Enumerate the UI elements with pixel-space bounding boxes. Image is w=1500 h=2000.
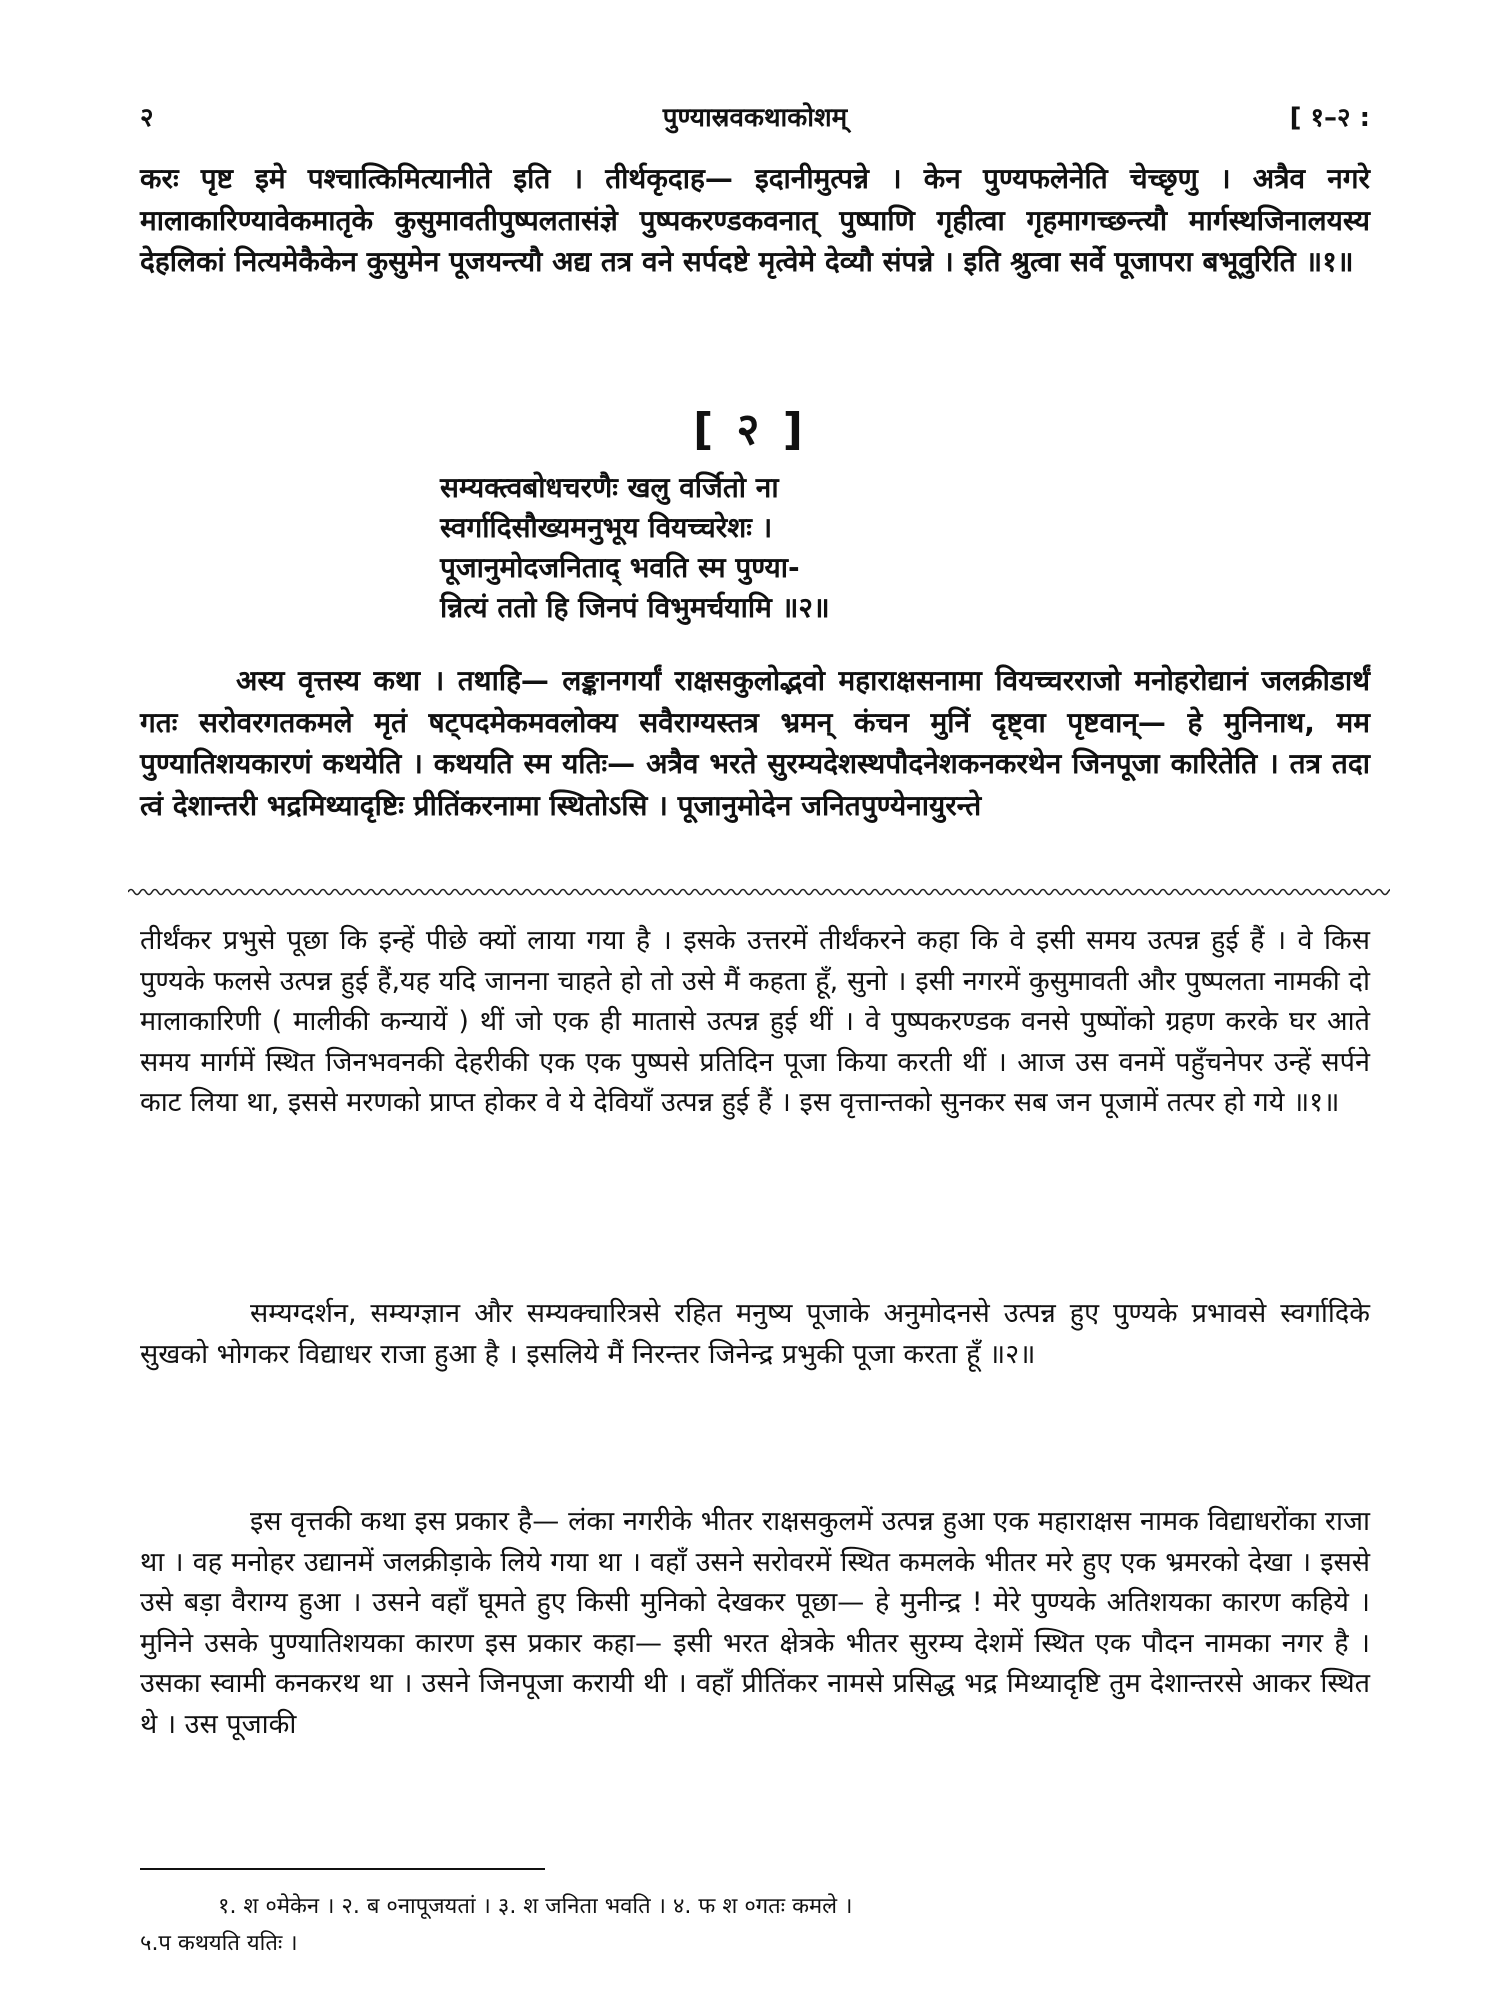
hindi-translation-2: [140, 1294, 1370, 1375]
verse-line: न्नित्यं ततो हि जिनपं विभुमर्चयामि ॥२॥: [440, 591, 830, 624]
footnote-line: ५.प कथयति यतिः ।: [140, 1931, 298, 1956]
verse-number-heading: [ २ ]: [693, 404, 807, 455]
footnote-line: १. श ०मेकेन । २. ब ०नापूजयतां । ३. श जनिता भवति । ४. फ श ०गतः कमले ।: [218, 1894, 853, 1919]
book-title: पुण्यास्रवकथाकोशम्: [662, 103, 848, 133]
sanskrit-verse: [440, 468, 1360, 628]
hindi-paragraph: तीर्थंकर प्रभुसे पूछा कि इन्हें पीछे क्यों लाया गया है । इसके उत्तरमें तीर्थंकरने कहा कि वे इसी समय उत्पन्न हुई हैं । वे किस पुण्यके फलसे उत्पन्न हुई हैं,यह यदि जानना चाहते हो तो उसे मैं कहता हूँ, सुनो । इसी नगरमें कुसुमावती और पुष्पलता नामकी दो मालाकारिणी ( मालीकी कन्यायें ) थीं जो एक ही मातासे उत्पन्न हुई थीं । वे पुष्पकरण्डक वनसे पुष्पोंको ग्रहण करके घर आते समय मार्गमें स्थित जिनभवनकी देहरीकी एक एक पुष्पसे प्रतिदिन पूजा किया करती थीं । आज उस वनमें पहुँचनेपर उन्हें सर्पने काट लिया था, इससे मरणको प्राप्त होकर वे ये देवियाँ उत्पन्न हुई हैं । इस वृत्तान्तको सुनकर सब जन पूजामें तत्पर हो गये ॥१॥: [140, 925, 1370, 1118]
hindi-paragraph: इस वृत्तकी कथा इस प्रकार है— लंका नगरीके भीतर राक्षसकुलमें उत्पन्न हुआ एक महाराक्षस नामक विद्याधरोंका राजा था । वह मनोहर उद्यानमें जलक्रीड़ाके लिये गया था । वहाँ उसने सरोवरमें स्थित कमलके भीतर मरे हुए एक भ्रमरको देखा । इससे उसे बड़ा वैराग्य हुआ । उसने वहाँ घूमते हुए किसी मुनिको देखकर पूछा— हे मुनीन्द्र ! मेरे पुण्यके अतिशयका कारण कहिये । मुनिने उसके पुण्यातिशयका कारण इस प्रकार कहा— इसी भरत क्षेत्रके भीतर सुरम्य देशमें स्थित एक पौदन नामका नगर है । उसका स्वामी कनकरथ था । उसने जिनपूजा करायी थी । वहाँ प्रीतिंकर नामसे प्रसिद्ध भद्र मिथ्यादृष्टि तुम देशान्तरसे आकर स्थित थे । उस पूजाकी: [140, 1506, 1370, 1740]
page-number: २: [140, 103, 154, 133]
section-range: [ १–२ :: [1289, 103, 1370, 133]
footnote-rule: [140, 1868, 545, 1870]
verse-line: सम्यक्त्वबोधचरणैः खलु वर्जितो ना: [440, 471, 779, 504]
verse-line: स्वर्गादिसौख्यमनुभूय वियच्चरेशः ।: [440, 511, 773, 544]
hindi-translation-3: [140, 1502, 1370, 1745]
footnotes: [140, 1888, 1370, 1962]
sanskrit-story: [140, 660, 1370, 826]
sanskrit-paragraph: करः पृष्ट इमे पश्चात्किमित्यानीते इति । तीर्थकृदाह— इदानीमुत्पन्ने । केन पुण्यफलेनेति चेच्छृणु । अत्रैव नगरे मालाकारिण्यावेकमातृके कुसुमावतीपुष्पलतासंज्ञे पुष्पकरण्डकवनात् पुष्पाणि गृहीत्वा गृहमागच्छन्त्यौ मार्गस्थजिनालयस्य देहलिकां नित्यमेकैकेन कुसुमेन पूजयन्त्यौ अद्य तत्र वने सर्पदष्टे मृत्वेमे देव्यौ संपन्ने । इति श्रुत्वा सर्वे पूजापरा बभूवुरिति ॥१॥: [140, 162, 1370, 278]
hindi-paragraph: सम्यग्दर्शन, सम्यग्ज्ञान और सम्यक्चारित्रसे रहित मनुष्य पूजाके अनुमोदनसे उत्पन्न हुए पुण्यके प्रभावसे स्वर्गादिके सुखको भोगकर विद्याधर राजा हुआ है । इसलिये मैं निरन्तर जिनेन्द्र प्रभुकी पूजा करता हूँ ॥२॥: [140, 1298, 1370, 1370]
sanskrit-text-top: [140, 158, 1370, 283]
wavy-divider: [128, 885, 1390, 899]
hindi-translation-1: [140, 921, 1370, 1124]
verse-line: पूजानुमोदजनिताद् भवति स्म पुण्या-: [440, 551, 800, 584]
sanskrit-story-paragraph: अस्य वृत्तस्य कथा । तथाहि— लङ्कानगर्यां राक्षसकुलोद्भवो महाराक्षसनामा वियच्चरराजो मनोहरोद्यानं जलक्रीडार्थं गतः सरोवरगतकमले मृतं षट्पदमेकमवलोक्य सवैराग्यस्तत्र भ्रमन् कंचन मुनिं दृष्ट्वा पृष्टवान्— हे मुनिनाथ, मम पुण्यातिशयकारणं कथयेति । कथयति स्म यतिः— अत्रैव भरते सुरम्यदेशस्थपौदनेशकनकरथेन जिनपूजा कारितेति । तत्र तदा त्वं देशान्तरी भद्रमिथ्यादृष्टिः प्रीतिंकरनामा स्थितोऽसि । पूजानुमोदेन जनितपुण्येनायुरन्ते: [140, 664, 1370, 822]
page-header: [140, 98, 1370, 138]
